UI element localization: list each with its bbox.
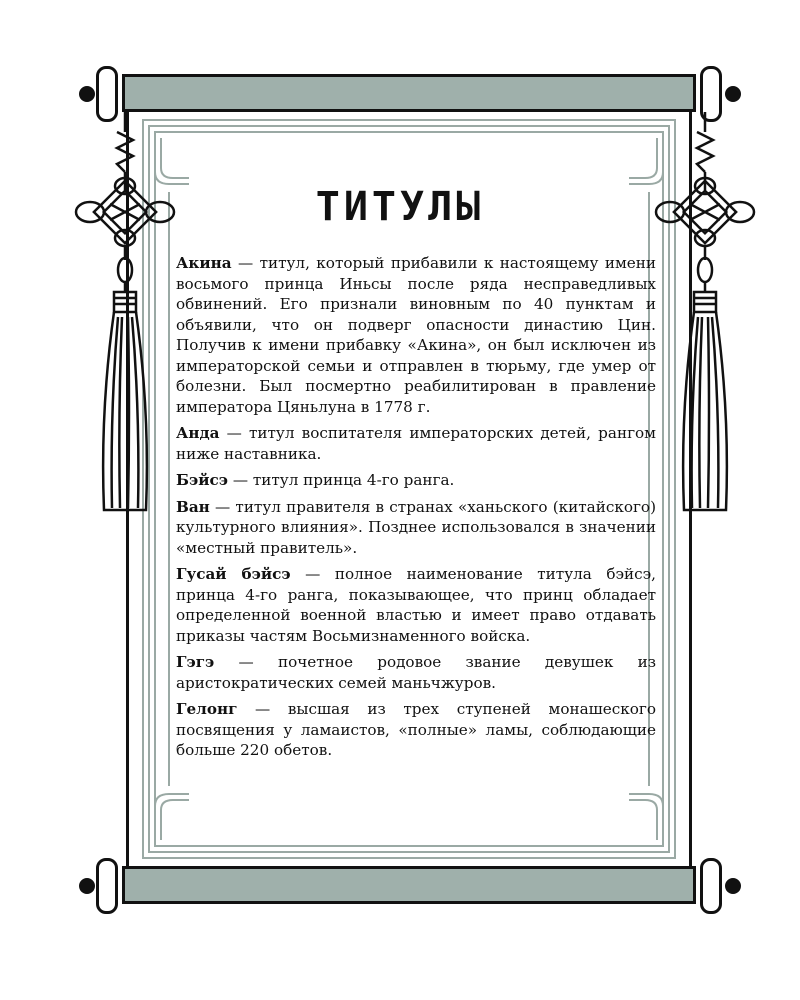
- glossary-entry: [176, 497, 656, 559]
- scroll-rod-top: [122, 74, 696, 112]
- entry-term: Анда: [176, 424, 220, 442]
- scroll-rod-bottom: [122, 866, 696, 904]
- entry-term: Ван: [176, 497, 210, 516]
- glossary-entry: [176, 699, 656, 761]
- entry-definition: — титул принца 4-го ранга.: [228, 471, 455, 489]
- rod-cap-bottom-right: [700, 858, 722, 914]
- glossary-entry: [176, 564, 656, 646]
- page-title: ТИТУЛЫ: [315, 184, 485, 230]
- tassel-icon: [70, 112, 180, 522]
- entry-definition: — титул, который прибавили к настоящему имени восьмого принца Иньсы после ряда несправедливых обвинений. Его признали виновным по 40 пунктам и объявили, что он подверг опасности династию Цин. Получив к имени прибавку «Акина», он был исключен из императорской семьи и отправлен в тюрьму, где умер от болезни. Был посмертно реабилитирован в правление императора Цяньлуна в 1778 г.: [176, 254, 656, 416]
- glossary-entry: [176, 470, 656, 491]
- glossary-entry: [176, 253, 656, 417]
- entry-definition: — почетное родовое звание девушек из аристократических семей маньчжуров.: [176, 653, 656, 692]
- entry-term: Гэгэ: [176, 653, 215, 671]
- entry-definition: — высшая из трех ступеней монашеского посвящения у ламаистов, «полные» ламы, соблюдающие больше 220 обетов.: [176, 700, 656, 759]
- glossary-entry: [176, 652, 656, 693]
- rod-knob-top-left: [79, 86, 95, 102]
- glossary: [176, 253, 656, 767]
- entry-term: Акина: [176, 254, 232, 272]
- rod-cap-bottom-left: [96, 858, 118, 914]
- entry-term: Бэйсэ: [176, 471, 228, 489]
- rod-knob-bottom-right: [725, 878, 741, 894]
- glossary-entry: [176, 423, 656, 464]
- entry-definition: — титул правителя в странах «ханьского (китайского) культурного влияния». Позднее использовался в значении «местный правитель».: [176, 497, 656, 557]
- entry-definition: — полное наименование титула бэйсэ, принца 4-го ранга, показывающее, что принц обладает определенной военной властью и имеет право отдавать приказы частям Восьмизнаменного войска.: [176, 565, 656, 645]
- entry-term: Гусай бэйсэ: [176, 565, 291, 583]
- tassel-icon: [650, 112, 760, 522]
- rod-knob-bottom-left: [79, 878, 95, 894]
- entry-definition: — титул воспитателя императорских детей, рангом ниже наставника.: [176, 424, 656, 463]
- entry-term: Гелонг: [176, 700, 238, 718]
- rod-knob-top-right: [725, 86, 741, 102]
